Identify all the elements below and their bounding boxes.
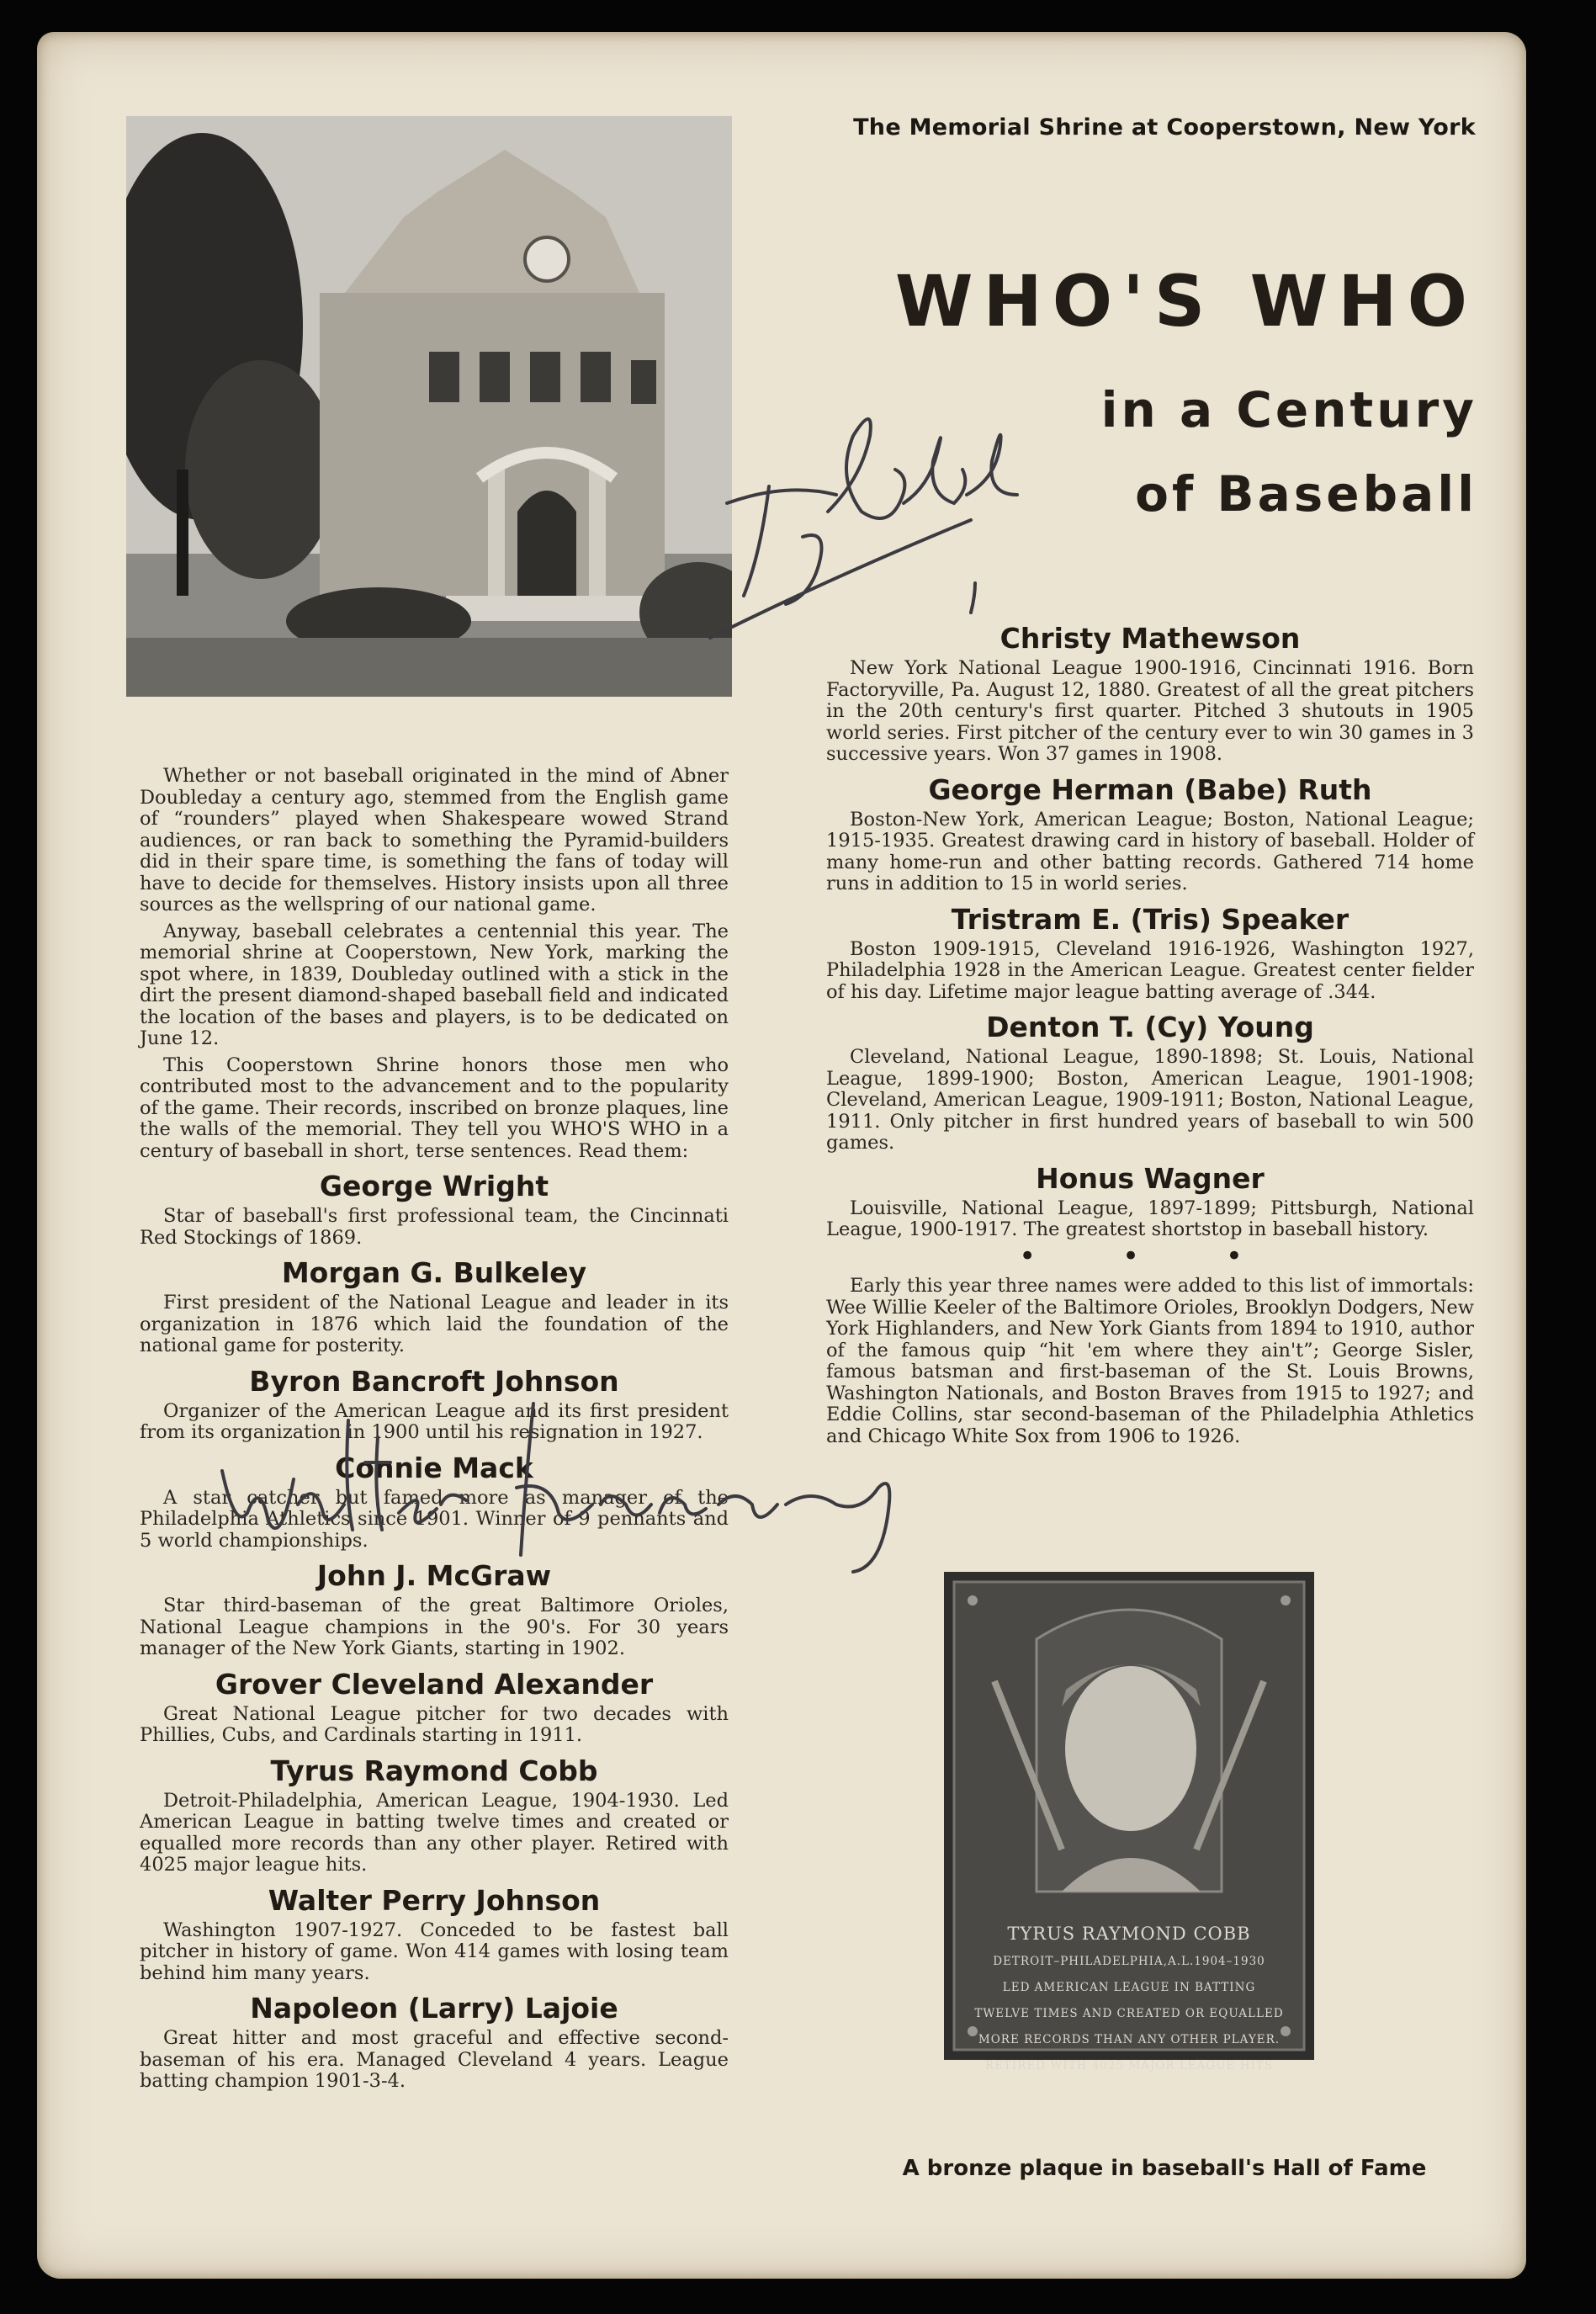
plaque-line: MORE RECORDS THAN ANY OTHER PLAYER. — [978, 2033, 1281, 2046]
entry-text: New York National League 1900-1916, Cincinnati 1916. Born Factoryville, Pa. August 12, 1880. Greatest of all the great pitchers in the 20th century's first quarter. Pitched 3 shutouts in 1905 world series. First pitcher of the century ever to win 30 games in 3 successive years. Won 37 games in 1908. — [826, 657, 1474, 765]
bronze-plaque — [944, 1572, 1314, 2073]
entry-text: First president of the National League and leader in its organization in 1876 which laid the foundation of the national game for posterity. — [140, 1292, 729, 1356]
closing-paragraph: Early this year three names were added to this list of immortals: Wee Willie Keeler of the Baltimore Orioles, Brooklyn Dodgers, New York Highlanders, and New York Giants from 1894 to 1910, author of the famous quip “hit 'em where they ain't”; George Sisler, famous batsman and first-baseman of the St. Louis Browns, Washington Nationals, and Boston Braves from 1915 to 1927; and Eddie Collins, star second-baseman of the Philadelphia Athletics and Chicago White Sox from 1906 to 1926. — [826, 1275, 1474, 1447]
entry-name: Byron Bancroft Johnson — [249, 1364, 619, 1398]
page-title: WHO'S WHO — [894, 260, 1477, 342]
intro-paragraph: Whether or not baseball originated in the mind of Abner Doubleday a century ago, stemmed from the English game of “rounders” played when Shakespeare wowed Strand audiences, or ran back to something the Pyramid-builders did in their spare time, is something the fans of today will have to decide for themselves. History insists upon all three sources as the wellspring of our national game. — [140, 765, 729, 916]
entry-text: Star third-baseman of the great Baltimore Orioles, National League champions in the 90's. For 30 years manager of the New York Giants, starting in 1902. — [140, 1595, 729, 1659]
photo-caption: The Memorial Shrine at Cooperstown, New York — [853, 114, 1476, 141]
entry-text: Organizer of the American League and its first president from its organization in 1900 until his resignation in 1927. — [140, 1399, 729, 1443]
entry-name: Morgan G. Bulkeley — [281, 1256, 587, 1289]
program-page — [37, 32, 1526, 2279]
entry-name: Tristram E. (Tris) Speaker — [951, 902, 1349, 936]
entry-text: Great hitter and most graceful and effective second-baseman of his era. Managed Cleveland 4 years. League batting champion 1901-3-4. — [140, 2027, 729, 2092]
intro-paragraph: Anyway, baseball celebrates a centennial this year. The memorial shrine at Cooperstown, New York, marking the spot where, in 1839, Doubleday outlined with a stick in the dirt the present diamond-shaped baseball field and indicated the location of the bases and players, is to be dedicated on June 12. — [140, 920, 729, 1049]
plaque-line: DETROIT–PHILADELPHIA,A.L.1904–1930 — [993, 1955, 1265, 1968]
intro-paragraph: This Cooperstown Shrine honors those men who contributed most to the advancement and to the popularity of the game. Their records, inscribed on bronze plaques, line the walls of the memorial. They tell you WHO'S WHO in a century of baseball in short, terse sentences. Read them: — [140, 1054, 729, 1162]
entry-name: Honus Wagner — [1036, 1161, 1265, 1195]
entry-name: Walter Perry Johnson — [268, 1883, 601, 1917]
entry-text: Star of baseball's first professional team, the Cincinnati Red Stockings of 1869. — [140, 1205, 729, 1249]
entry-text: Great National League pitcher for two decades with Phillies, Cubs, and Cardinals starting in 1911. — [140, 1702, 729, 1746]
plaque-line: TWELVE TIMES AND CREATED OR EQUALLED — [974, 2007, 1284, 2020]
entry-name: Denton T. (Cy) Young — [986, 1011, 1314, 1043]
plaque-inscription — [944, 1949, 1314, 2079]
left-column — [140, 766, 729, 2096]
entry-name: Christy Mathewson — [999, 622, 1301, 655]
page-subtitle-line2: of Baseball — [1135, 465, 1477, 523]
entry-text: Louisville, National League, 1897-1899; Pittsburgh, National League, 1900-1917. The greatest shortstop in baseball history. — [826, 1197, 1474, 1240]
page-subtitle-line1: in a Century — [1100, 381, 1477, 438]
entry-name: Grover Cleveland Alexander — [215, 1667, 654, 1701]
entry-name: Tyrus Raymond Cobb — [270, 1754, 598, 1787]
plaque-caption: A bronze plaque in baseball's Hall of Fame — [902, 2156, 1427, 2181]
entry-name: George Herman (Babe) Ruth — [928, 772, 1372, 806]
section-separator: • • • — [1019, 1239, 1281, 1273]
entry-name: John J. McGraw — [316, 1559, 552, 1592]
entry-text: Washington 1907-1927. Conceded to be fastest ball pitcher in history of game. Won 414 games with losing team behind him many years. — [140, 1919, 729, 1984]
entry-text: Boston-New York, American League; Boston, National League; 1915-1935. Greatest drawing card in history of baseball. Holder of many home-run and other batting records. Gathered 714 home runs in addition to 15 in world series. — [826, 808, 1474, 894]
entry-name: Connie Mack — [335, 1451, 533, 1484]
plaque-line: LED AMERICAN LEAGUE IN BATTING — [1002, 1981, 1256, 1994]
entry-text: Detroit-Philadelphia, American League, 1904-1930. Led American League in batting twelve times and created or equalled more records than any other player. Retired with 4025 major league hits. — [140, 1789, 729, 1876]
entry-text: A star catcher but famed more as manager of the Philadelphia Athletics since 1901. Winner of 9 pennants and 5 world championships. — [140, 1486, 729, 1552]
right-column — [826, 614, 1474, 1452]
entry-text: Cleveland, National League, 1890-1898; St. Louis, National League, 1899-1900; Boston, American League, 1901-1908; Cleveland, American League, 1909-1911; Boston, National League, 1911. Only pitcher in first hundred years of baseball to win 500 games. — [826, 1046, 1474, 1154]
entry-name: George Wright — [319, 1170, 549, 1202]
plaque-name: TYRUS RAYMOND COBB — [1007, 1924, 1251, 1944]
entry-text: Boston 1909-1915, Cleveland 1916-1926, Washington 1927, Philadelphia 1928 in the American League. Greatest center fielder of his day. Lifetime major league batting average of .344. — [826, 937, 1474, 1003]
shrine-photo — [126, 116, 732, 697]
plaque-line: RETIRED WITH 4025 MAJOR LEAGUE HITS — [984, 2059, 1274, 2073]
entry-name: Napoleon (Larry) Lajoie — [250, 1992, 618, 2025]
